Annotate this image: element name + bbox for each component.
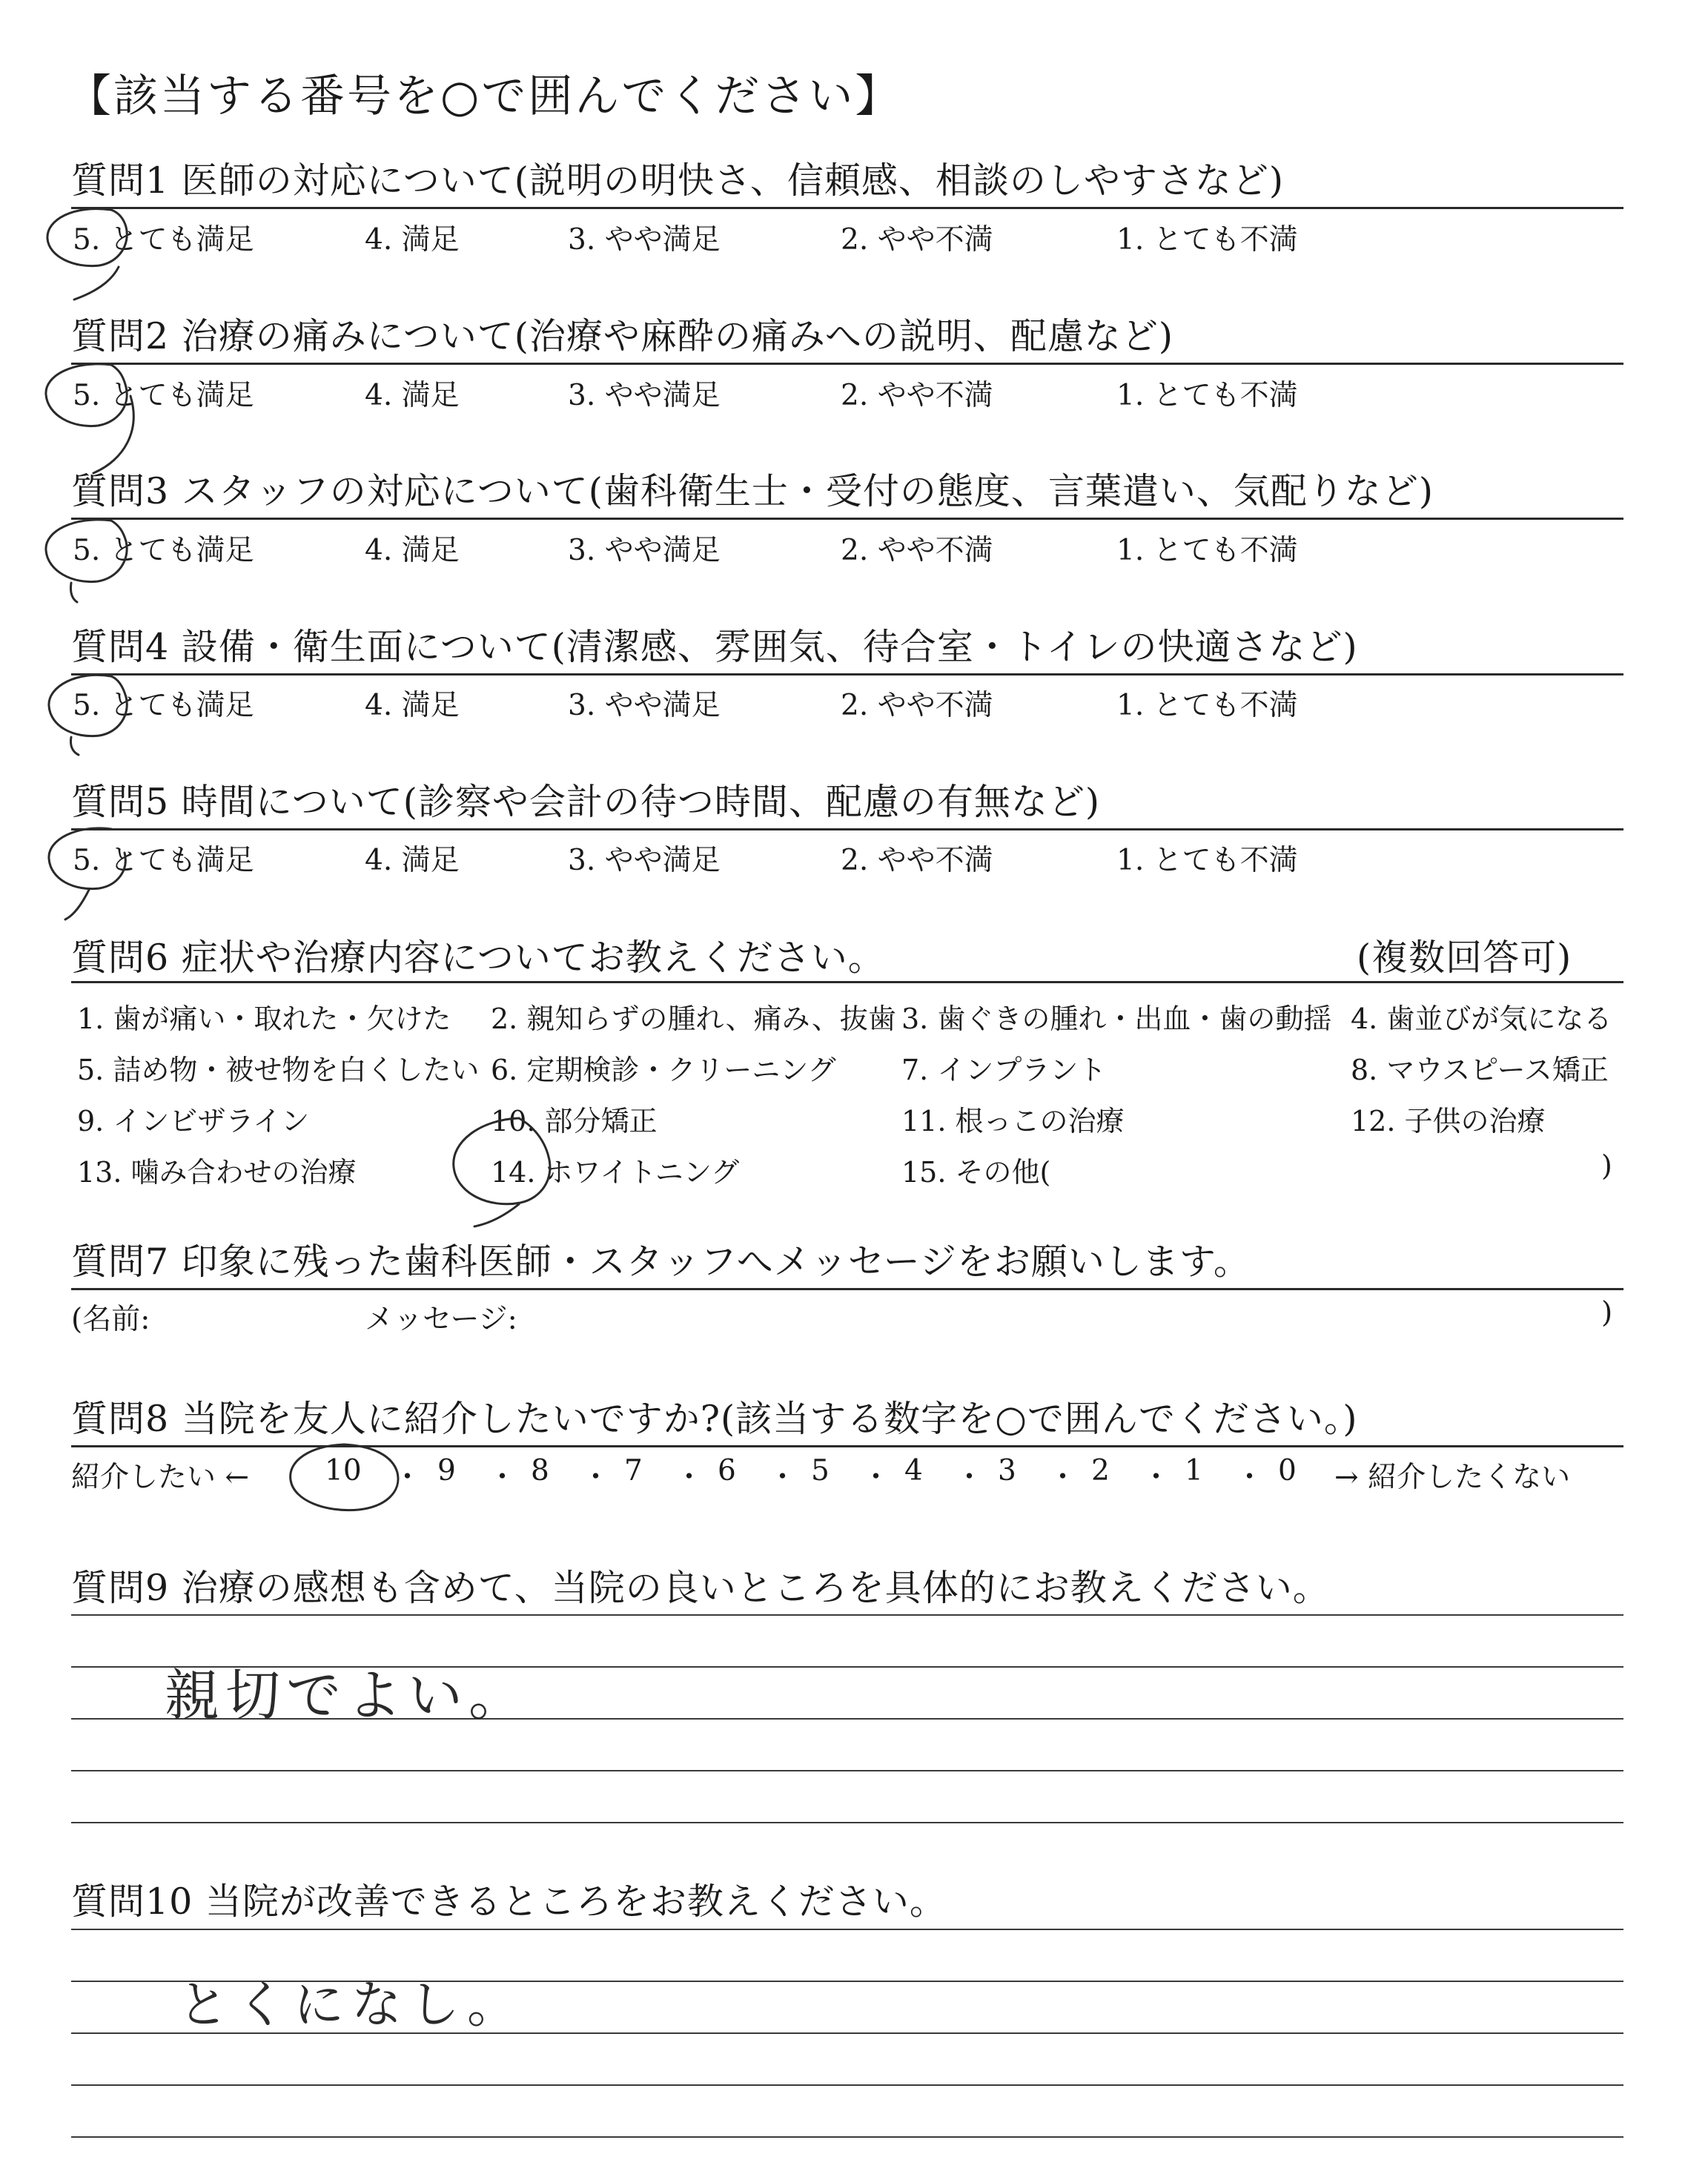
q6-option-15-close: ) — [1601, 1149, 1612, 1182]
q6-option-14[interactable]: 14. ホワイトニング — [491, 1156, 740, 1189]
question-7-rule — [71, 1288, 1623, 1290]
q6-option-3[interactable]: 3. 歯ぐきの腫れ・出血・歯の動揺 — [901, 1003, 1332, 1035]
question-2-rule — [71, 363, 1623, 365]
q7-message-label: メッセージ: — [365, 1303, 517, 1336]
q8-separator: ・ — [768, 1461, 798, 1494]
q2-option-3[interactable]: 3. やや満足 — [568, 379, 721, 412]
question-5-rule — [71, 828, 1623, 830]
q4-option-4[interactable]: 4. 満足 — [365, 689, 460, 722]
question-1-rule — [71, 207, 1623, 209]
question-8-rule — [71, 1445, 1623, 1447]
q10-handwritten-answer[interactable]: とくになし。 — [178, 1976, 526, 2035]
q9-handwritten-answer[interactable]: 親切でよい。 — [165, 1664, 529, 1728]
q2-option-4[interactable]: 4. 満足 — [365, 379, 460, 412]
q1-option-3[interactable]: 3. やや満足 — [568, 223, 721, 257]
question-4-title: 質問4 設備・衛生面について(清潔感、雰囲気、待合室・トイレの快適さなど) — [71, 626, 1358, 668]
q8-score-1[interactable]: 1 — [1185, 1454, 1203, 1487]
q5-option-3[interactable]: 3. やや満足 — [568, 844, 721, 877]
q4-option-5[interactable]: 5. とても満足 — [73, 689, 254, 722]
q4-option-3[interactable]: 3. やや満足 — [568, 689, 721, 722]
q6-option-11[interactable]: 11. 根っこの治療 — [901, 1105, 1125, 1137]
q8-score-6[interactable]: 6 — [718, 1454, 736, 1487]
writing-line — [71, 2136, 1623, 2138]
q8-separator: ・ — [1142, 1461, 1171, 1494]
question-6-rule — [71, 981, 1623, 983]
q6-option-8[interactable]: 8. マウスピース矯正 — [1351, 1054, 1609, 1086]
q7-name-label: (名前: — [71, 1303, 150, 1336]
q8-score-3[interactable]: 3 — [998, 1454, 1016, 1487]
q2-option-1[interactable]: 1. とても不満 — [1116, 379, 1298, 412]
q3-option-2[interactable]: 2. やや不満 — [841, 534, 993, 567]
question-7-title: 質問7 印象に残った歯科医師・スタッフへメッセージをお願いします。 — [71, 1241, 1251, 1283]
q8-separator: ・ — [861, 1461, 891, 1494]
question-2-title: 質問2 治療の痛みについて(治療や麻酔の痛みへの説明、配慮など) — [71, 315, 1174, 357]
page-heading: 【該当する番号を○で囲んでください】 — [67, 70, 902, 122]
q6-option-10[interactable]: 10. 部分矯正 — [491, 1105, 658, 1137]
q5-option-4[interactable]: 4. 満足 — [365, 844, 460, 877]
q1-option-4[interactable]: 4. 満足 — [365, 223, 460, 257]
q3-option-4[interactable]: 4. 満足 — [365, 534, 460, 567]
q3-option-1[interactable]: 1. とても不満 — [1116, 534, 1298, 567]
q5-option-1[interactable]: 1. とても不満 — [1116, 844, 1298, 877]
q6-option-7[interactable]: 7. インプラント — [901, 1054, 1107, 1086]
q3-option-3[interactable]: 3. やや満足 — [568, 534, 721, 567]
q8-separator: ・ — [488, 1461, 517, 1494]
q8-separator: ・ — [675, 1461, 704, 1494]
q8-score-2[interactable]: 2 — [1091, 1454, 1110, 1487]
question-4-rule — [71, 673, 1623, 676]
q4-option-2[interactable]: 2. やや不満 — [841, 689, 993, 722]
question-1-title: 質問1 医師の対応について(説明の明快さ、信頼感、相談のしやすさなど) — [71, 159, 1285, 202]
q8-score-9[interactable]: 9 — [437, 1454, 456, 1487]
question-9-title: 質問9 治療の感想も含めて、当院の良いところを具体的にお教えください。 — [71, 1567, 1330, 1609]
q1-option-1[interactable]: 1. とても不満 — [1116, 223, 1298, 257]
q6-option-1[interactable]: 1. 歯が痛い・取れた・欠けた — [77, 1003, 451, 1035]
q2-option-2[interactable]: 2. やや不満 — [841, 379, 993, 412]
writing-line — [71, 1770, 1623, 1771]
q8-separator: ・ — [955, 1461, 984, 1494]
q1-option-5[interactable]: 5. とても満足 — [73, 223, 254, 257]
q8-score-10[interactable]: 10 — [325, 1454, 362, 1487]
q8-right-label: → 紹介したくない — [1334, 1461, 1571, 1494]
q8-separator: ・ — [581, 1461, 611, 1494]
q6-option-9[interactable]: 9. インビザライン — [77, 1105, 310, 1137]
q6-option-12[interactable]: 12. 子供の治療 — [1351, 1105, 1546, 1137]
q8-score-0[interactable]: 0 — [1278, 1454, 1297, 1487]
q6-option-2[interactable]: 2. 親知らずの腫れ、痛み、抜歯 — [491, 1003, 896, 1035]
writing-line — [71, 1614, 1623, 1616]
q3-option-5[interactable]: 5. とても満足 — [73, 534, 254, 567]
question-3-rule — [71, 518, 1623, 520]
q5-option-2[interactable]: 2. やや不満 — [841, 844, 993, 877]
q1-option-2[interactable]: 2. やや不満 — [841, 223, 993, 257]
question-3-title: 質問3 スタッフの対応について(歯科衛生士・受付の態度、言葉遣い、気配りなど) — [71, 470, 1434, 512]
question-8-title: 質問8 当院を友人に紹介したいですか?(該当する数字を○で囲んでください。) — [71, 1398, 1358, 1440]
q7-close-paren: ) — [1601, 1296, 1613, 1330]
q8-score-5[interactable]: 5 — [811, 1454, 830, 1487]
q6-option-5[interactable]: 5. 詰め物・被せ物を白くしたい — [77, 1054, 480, 1086]
q8-score-7[interactable]: 7 — [624, 1454, 643, 1487]
q6-option-4[interactable]: 4. 歯並びが気になる — [1351, 1003, 1612, 1035]
question-5-title: 質問5 時間について(診察や会計の待つ時間、配慮の有無など) — [71, 781, 1101, 823]
writing-line — [71, 1822, 1623, 1823]
q8-separator: ・ — [1235, 1461, 1265, 1494]
q4-option-1[interactable]: 1. とても不満 — [1116, 689, 1298, 722]
q2-option-5[interactable]: 5. とても満足 — [73, 379, 254, 412]
question-10-title: 質問10 当院が改善できるところをお教えください。 — [71, 1880, 947, 1923]
question-6-title: 質問6 症状や治療内容についてお教えください。 — [71, 937, 885, 979]
q8-separator: ・ — [1048, 1461, 1078, 1494]
q6-option-6[interactable]: 6. 定期検診・クリーニング — [491, 1054, 836, 1086]
question-6-note: (複数回答可) — [1357, 937, 1572, 979]
q6-option-15[interactable]: 15. その他( — [901, 1156, 1051, 1189]
q8-score-4[interactable]: 4 — [904, 1454, 923, 1487]
q6-option-13[interactable]: 13. 噛み合わせの治療 — [77, 1156, 357, 1189]
writing-line — [71, 2084, 1623, 2086]
writing-line — [71, 1929, 1623, 1930]
q5-option-5[interactable]: 5. とても満足 — [73, 844, 254, 877]
q8-separator: ・ — [393, 1461, 423, 1494]
q8-score-8[interactable]: 8 — [531, 1454, 549, 1487]
q8-left-label: 紹介したい ← — [71, 1461, 250, 1494]
